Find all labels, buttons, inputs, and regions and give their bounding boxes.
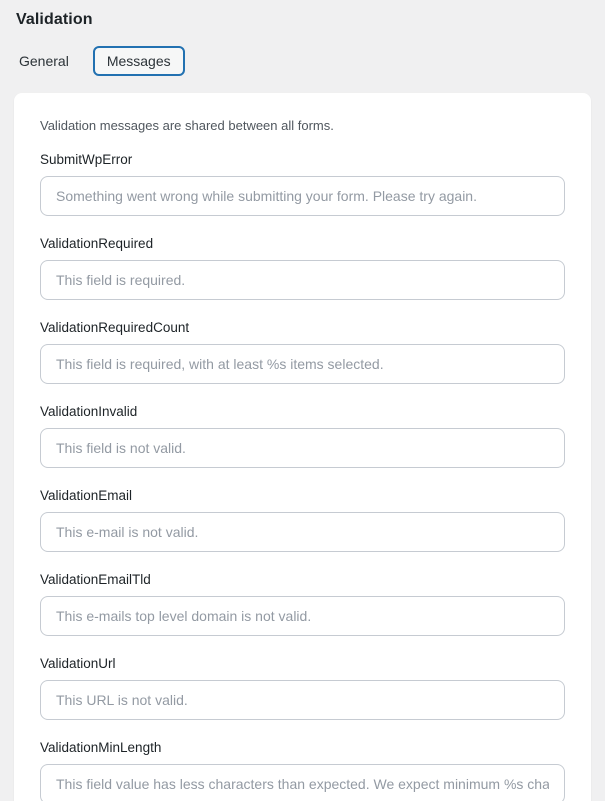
field-validationrequiredcount <box>40 320 565 384</box>
validationrequiredcount-label: ValidationRequiredCount <box>40 320 190 335</box>
settings-card <box>14 93 591 801</box>
validationemailtld-input[interactable] <box>40 596 565 636</box>
submitwperror-input[interactable] <box>40 176 565 216</box>
field-validationemailtld <box>40 572 565 636</box>
validationrequired-label: ValidationRequired <box>40 236 154 251</box>
validationminlength-label: ValidationMinLength <box>40 740 162 755</box>
field-validationinvalid <box>40 404 565 468</box>
validationurl-input[interactable] <box>40 680 565 720</box>
submitwperror-label: SubmitWpError <box>40 152 133 167</box>
field-validationminlength <box>40 740 565 801</box>
page-title: Validation <box>16 11 93 28</box>
validationinvalid-input[interactable] <box>40 428 565 468</box>
field-submitwperror <box>40 152 565 216</box>
tab-bar <box>16 46 605 76</box>
tab-messages[interactable]: Messages <box>93 46 185 76</box>
intro-text: Validation messages are shared between all forms. <box>40 118 334 133</box>
tab-general[interactable]: General <box>19 53 69 69</box>
field-validationurl <box>40 656 565 720</box>
validationinvalid-label: ValidationInvalid <box>40 404 138 419</box>
validationemailtld-label: ValidationEmailTld <box>40 572 151 587</box>
validationminlength-input[interactable] <box>40 764 565 801</box>
validationrequired-input[interactable] <box>40 260 565 300</box>
validationrequiredcount-input[interactable] <box>40 344 565 384</box>
validationurl-label: ValidationUrl <box>40 656 116 671</box>
validationemail-label: ValidationEmail <box>40 488 133 503</box>
field-validationrequired <box>40 236 565 300</box>
validationemail-input[interactable] <box>40 512 565 552</box>
field-validationemail <box>40 488 565 552</box>
